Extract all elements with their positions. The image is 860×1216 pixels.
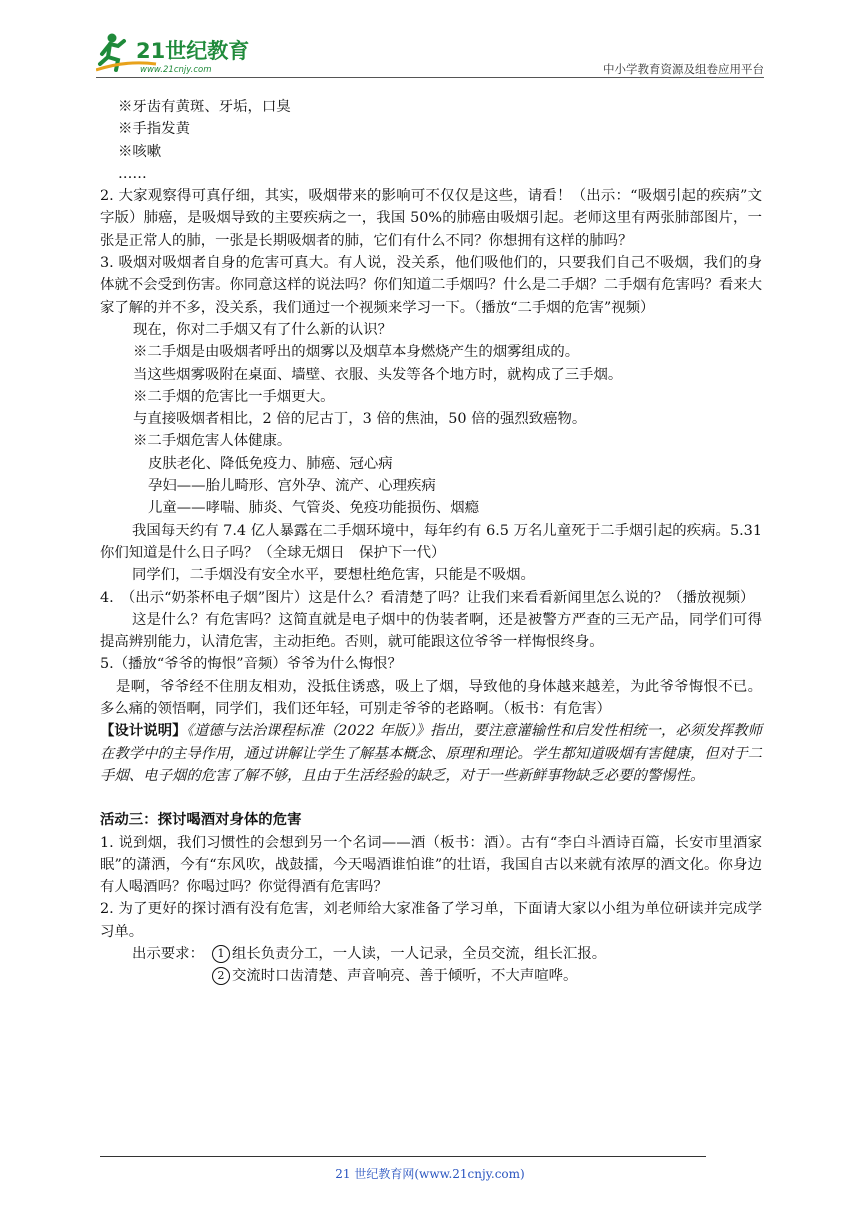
paragraph-3: 3. 吸烟对吸烟者自身的危害可真大。有人说，没关系，他们吸他们的，只要我们自己不吸烟，我们的身体就不会受到伤害。你同意这样的说法吗？你们知道二手烟吗？什么是二手烟？二手烟有危害吗？看来大家了解的并不多，没关系，我们通过一个视频来学习一下。（播放“二手烟的危害”视频） <box>100 255 762 316</box>
activity-title: 活动三：探讨喝酒对身体的危害 <box>100 811 302 829</box>
site-logo <box>96 30 256 76</box>
requirement-text: 组长负责分工，一人读，一人记录，全员交流，组长汇报。 <box>232 945 607 962</box>
page-header <box>96 30 764 78</box>
document-body <box>100 96 762 988</box>
activity-paragraph-1: 1. 说到烟，我们习惯性的会想到另一个名词——酒（板书：酒）。古有“李白斗酒诗百篇，长安市里酒家眠”的潇洒，今有“东风吹，战鼓擂，今天喝酒谁怕谁”的壮语，我国自古以来就有浓厚的酒文化。你身边有人喝酒吗？你喝过吗？你觉得酒有危害吗？ <box>100 834 762 896</box>
requirement-text: 交流时口齿清楚、声音响亮、善于倾听，不大声喧哗。 <box>232 968 578 985</box>
circled-number: 1 <box>212 945 230 963</box>
footer-divider <box>100 1156 706 1157</box>
secondhand-conclusion: 同学们，二手烟没有安全水平，要想杜绝危害，只能是不吸烟。 <box>132 567 535 584</box>
logo-url: www.21cnjy.com <box>140 65 212 75</box>
secondhand-statistic: 我国每天约有 7.4 亿人暴露在二手烟环境中，每年约有 6.5 万名儿童死于二手烟引起的疾病。5.31 你们知道是什么日子吗？（全球无烟日 保护下一代） <box>100 522 762 561</box>
secondhand-point: ※二手烟的危害比一手烟更大。 <box>133 388 335 405</box>
design-note-label: 【设计说明】 <box>100 722 187 740</box>
activity-paragraph-2: 2. 为了更好的探讨酒有没有危害，刘老师给大家准备了学习单，下面请大家以小组为单位研读并完成学习单。 <box>100 901 762 940</box>
requirement-item <box>212 943 762 965</box>
secondhand-point: 与直接吸烟者相比，2 倍的尼古丁，3 倍的焦油，50 倍的强烈致癌物。 <box>133 411 587 428</box>
requirement-item <box>212 965 762 987</box>
paragraph-4-followup: 这是什么？有危害吗？这简直就是电子烟中的伪装者啊，还是被警方严查的三无产品，同学们可得提高辨别能力，认清危害，主动拒绝。否则，就可能跟这位爷爷一样悔恨终身。 <box>100 611 762 651</box>
symptom-line: ※咳嗽 <box>118 143 162 160</box>
paragraph-2: 2. 大家观察得可真仔细，其实，吸烟带来的影响可不仅仅是这些，请看！（出示：“吸烟引起的疾病”文字版）肺癌，是吸烟导致的主要疾病之一，我国 50%的肺癌由吸烟引起。老师这里有两张肺部图片，一张是正常人的肺，一张是长期吸烟者的肺，它们有什么不同？你想拥有这样的肺吗？ <box>100 188 762 249</box>
secondhand-point: ※二手烟危害人体健康。 <box>133 433 292 450</box>
design-note <box>100 720 762 787</box>
symptom-line: …… <box>118 165 147 182</box>
header-divider <box>96 77 764 78</box>
harm-item: 孕妇——胎儿畸形、宫外孕、流产、心理疾病 <box>148 478 436 495</box>
design-note-text: 《道德与法治课程标准（2022 年版）》指出，要注意灌输性和启发性相统一，必须发挥教师在教学中的主导作用，通过讲解让学生了解基本概念、原理和理论。学生都知道吸烟有害健康，但对于二手烟、电子烟的危害了解不够，且由于生活经验的缺乏，对于一些新鲜事物缺乏必要的警惕性。 <box>100 723 762 784</box>
paragraph-4: 4. （出示“奶茶杯电子烟”图片）这是什么？看清楚了吗？让我们来看看新闻里怎么说的？（播放视频） <box>100 589 755 606</box>
harm-item: 儿童——哮喘、肺炎、气管炎、免疫功能损伤、烟瘾 <box>148 500 479 517</box>
harm-item: 皮肤老化、降低免疫力、肺癌、冠心病 <box>148 455 393 472</box>
page-footer[interactable]: 21 世纪教育网(www.21cnjy.com) <box>335 1167 525 1181</box>
logo-text: 21世纪教育 <box>136 39 250 63</box>
paragraph-5-followup: 是啊，爷爷经不住朋友相劝，没抵住诱惑，吸上了烟，导致他的身体越来越差，为此爷爷悔恨不已。多么痛的领悟啊，同学们，我们还年轻，可别走爷爷的老路啊。（板书：有危害） <box>100 678 762 718</box>
secondhand-point: ※二手烟是由吸烟者呼出的烟雾以及烟草本身燃烧产生的烟雾组成的。 <box>133 344 580 361</box>
secondhand-question: 现在，你对二手烟又有了什么新的认识？ <box>133 321 393 338</box>
platform-name: 中小学教育资源及组卷应用平台 <box>603 62 764 76</box>
requirements <box>100 943 762 988</box>
requirements-label: 出示要求： <box>132 945 204 962</box>
symptom-line: ※牙齿有黄斑、牙垢，口臭 <box>118 99 291 115</box>
secondhand-point: 当这些烟雾吸附在桌面、墙壁、衣服、头发等各个地方时，就构成了三手烟。 <box>133 366 623 383</box>
symptom-line: ※手指发黄 <box>118 121 190 138</box>
paragraph-5: 5.（播放“爷爷的悔恨”音频）爷爷为什么悔恨？ <box>100 656 402 673</box>
circled-number: 2 <box>212 967 230 985</box>
spacer <box>100 787 762 809</box>
